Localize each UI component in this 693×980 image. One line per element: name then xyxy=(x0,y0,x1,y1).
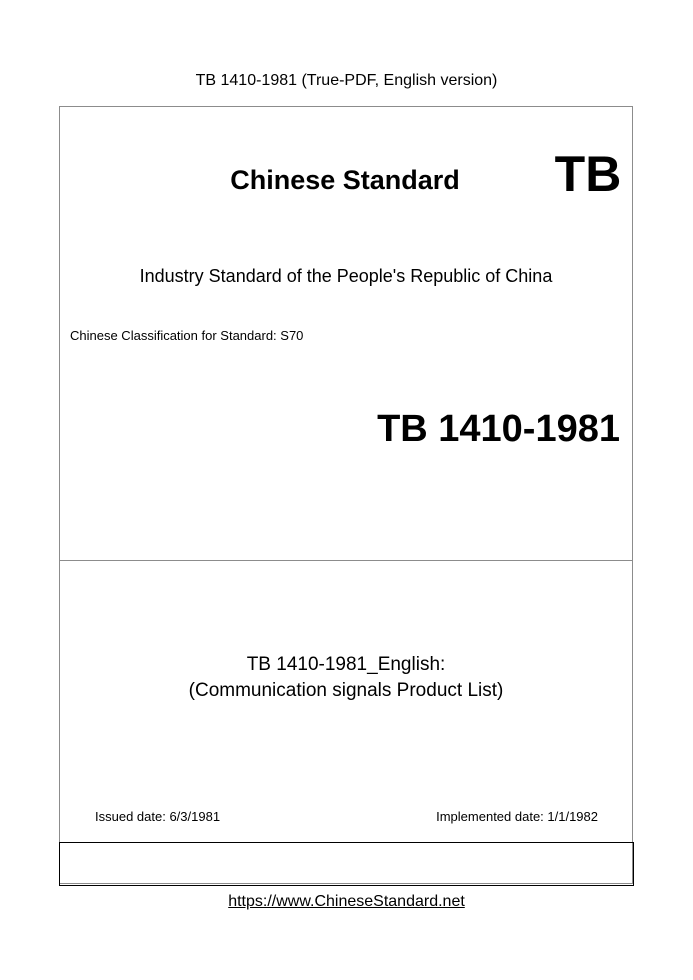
standard-number: TB 1410-1981 xyxy=(377,408,620,450)
standard-type-heading: Chinese Standard xyxy=(230,165,460,195)
implemented-date: Implemented date: 1/1/1982 xyxy=(436,809,598,824)
footer-box xyxy=(59,842,634,886)
cover-frame xyxy=(59,106,633,884)
english-title-line-2: (Communication signals Product List) xyxy=(188,680,504,701)
website-link[interactable]: https://www.ChineseStandard.net xyxy=(228,893,465,910)
tb-logo: TB xyxy=(554,146,622,202)
issuing-organization: Industry Standard of the People's Republic of China xyxy=(139,266,553,286)
english-title xyxy=(59,652,633,704)
issued-date: Issued date: 6/3/1981 xyxy=(95,809,221,824)
classification-code: Chinese Classification for Standard: S70 xyxy=(70,328,304,343)
section-divider xyxy=(59,560,633,561)
english-title-line-1: TB 1410-1981_English: xyxy=(246,654,446,675)
document-header-title: TB 1410-1981 (True-PDF, English version) xyxy=(195,72,498,89)
